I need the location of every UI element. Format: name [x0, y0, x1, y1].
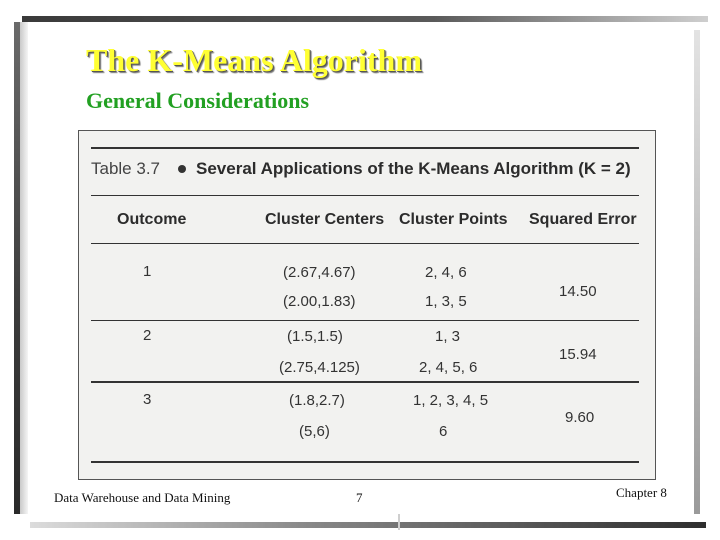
row-1-rule [91, 320, 639, 321]
row-3-points-2: 6 [439, 423, 448, 440]
row-2-center-1: (1.5,1.5) [287, 328, 343, 345]
header-cluster-centers: Cluster Centers [265, 211, 385, 228]
caption-rule [91, 195, 639, 196]
header-squared-error: Squared Error [529, 211, 637, 228]
slide-frame-bottom-tick [398, 514, 400, 530]
slide-frame-left-shade [20, 22, 28, 514]
slide-frame-bottom [30, 522, 706, 528]
row-2-points-1: 1, 3 [435, 328, 461, 345]
row-1-points-2: 1, 3, 5 [425, 293, 467, 310]
row-1-center-1: (2.67,4.67) [283, 264, 356, 281]
table-image [78, 130, 656, 480]
bullet-icon [178, 165, 186, 173]
footer-page-number: 7 [356, 490, 363, 505]
header-rule [91, 243, 639, 244]
row-2-points-2: 2, 4, 5, 6 [419, 359, 478, 376]
header-outcome: Outcome [117, 211, 187, 228]
row-3-center-1: (1.8,2.7) [289, 392, 345, 409]
footer-chapter: Chapter 8 [616, 485, 667, 500]
table-label: Table 3.7 [91, 159, 160, 178]
row-1-outcome: 1 [143, 263, 152, 280]
footer-course: Data Warehouse and Data Mining [54, 490, 231, 505]
slide-frame-right [694, 30, 700, 514]
row-3-center-2: (5,6) [299, 423, 330, 440]
row-3-error: 9.60 [565, 409, 595, 426]
header-cluster-points: Cluster Points [399, 211, 508, 228]
row-1-center-2: (2.00,1.83) [283, 293, 356, 310]
slide-title: The K-Means Algorithm [86, 42, 422, 78]
row-2-center-2: (2.75,4.125) [279, 359, 360, 376]
table-title: Several Applications of the K-Means Algorithm (K = 2) [196, 159, 631, 178]
slide-frame-top [22, 16, 708, 22]
row-1-error: 14.50 [559, 283, 597, 300]
slide-subtitle: General Considerations [86, 88, 310, 113]
row-1-points-1: 2, 4, 6 [425, 264, 467, 281]
row-2-error: 15.94 [559, 346, 597, 363]
row-3-outcome: 3 [143, 391, 152, 408]
table-caption [91, 159, 631, 179]
row-3-points-1: 1, 2, 3, 4, 5 [413, 392, 489, 409]
table-top-rule [91, 147, 639, 149]
row-2-rule [91, 381, 639, 383]
row-2-outcome: 2 [143, 327, 152, 344]
table-bottom-rule [91, 461, 639, 463]
